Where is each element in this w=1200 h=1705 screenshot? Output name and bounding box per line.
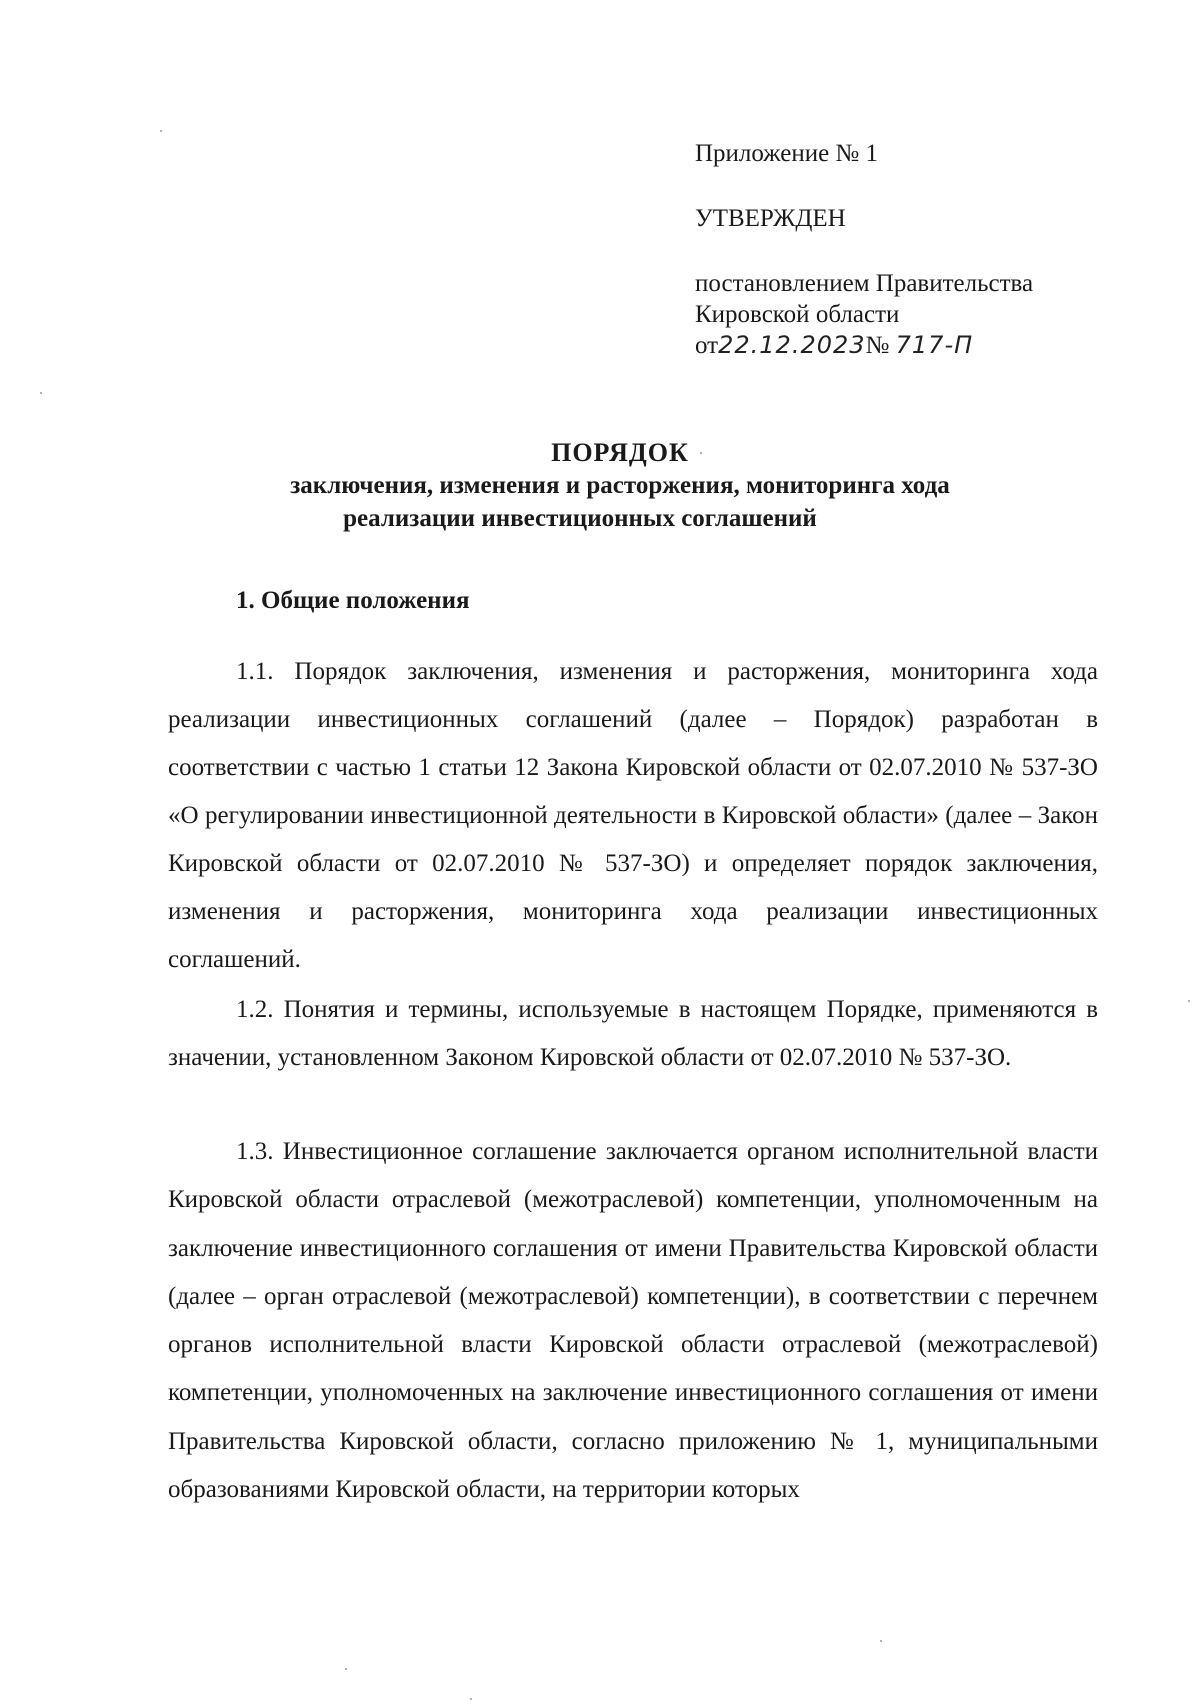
decree-line-1: постановлением Правительства — [695, 270, 1034, 297]
decree-date-line — [695, 330, 1135, 361]
decree-reference — [695, 268, 1135, 361]
document-subtitle-line-2: реализации инвестиционных соглашений — [343, 505, 817, 532]
section-heading: 1. Общие положения — [236, 587, 470, 614]
approved-stamp-text: УТВЕРЖДЕН — [695, 205, 846, 232]
date-prefix: от — [695, 332, 719, 359]
document-title-block — [170, 436, 1070, 535]
paragraph-1-3: 1.3. Инвестиционное соглашение заключается органом исполнительной власти Кировской области отраслевой (межотраслевой) компетенции, уполномоченным на заключение инвестиционного соглашения от имени Правительства Кировской области (далее – орган отраслевой (межотраслевой) компетенции), в соответствии с перечнем органов исполнительной власти Кировской области отраслевой (межотраслевой) компетенции, уполномоченных на заключение инвестиционного соглашения от имени Правительства Кировской области, согласно приложению № 1, муниципальными образованиями Кировской области, на территории которых — [168, 1138, 1098, 1504]
approval-block — [695, 138, 1135, 361]
appendix-label: Приложение № 1 — [695, 140, 879, 167]
handwritten-date: 22.12.2023 — [718, 331, 866, 359]
paragraph-1-2: 1.2. Понятия и термины, используемые в настоящем Порядке, применяются в значении, установленном Законом Кировской области от 02.07.2010 № 537-ЗО. — [168, 996, 1098, 1071]
document-title: ПОРЯДОК — [551, 438, 689, 467]
document-subtitle-line-1: заключения, изменения и расторжения, мониторинга хода — [290, 472, 950, 499]
number-prefix: № — [865, 332, 890, 359]
paragraph-1-1: 1.1. Порядок заключения, изменения и расторжения, мониторинга хода реализации инвестиционных соглашений (далее – Порядок) разработан в соответствии с частью 1 статьи 12 Закона Кировской области от 02.07.2010 № 537-ЗО «О регулировании инвестиционной деятельности в Кировской области» (далее – Закон Кировской области от 02.07.2010 № 537-ЗО) и определяет порядок заключения, изменения и расторжения, мониторинга хода реализации инвестиционных соглашений. — [168, 658, 1098, 973]
decree-line-2: Кировской области — [695, 301, 900, 328]
handwritten-number: 717-П — [895, 331, 974, 359]
